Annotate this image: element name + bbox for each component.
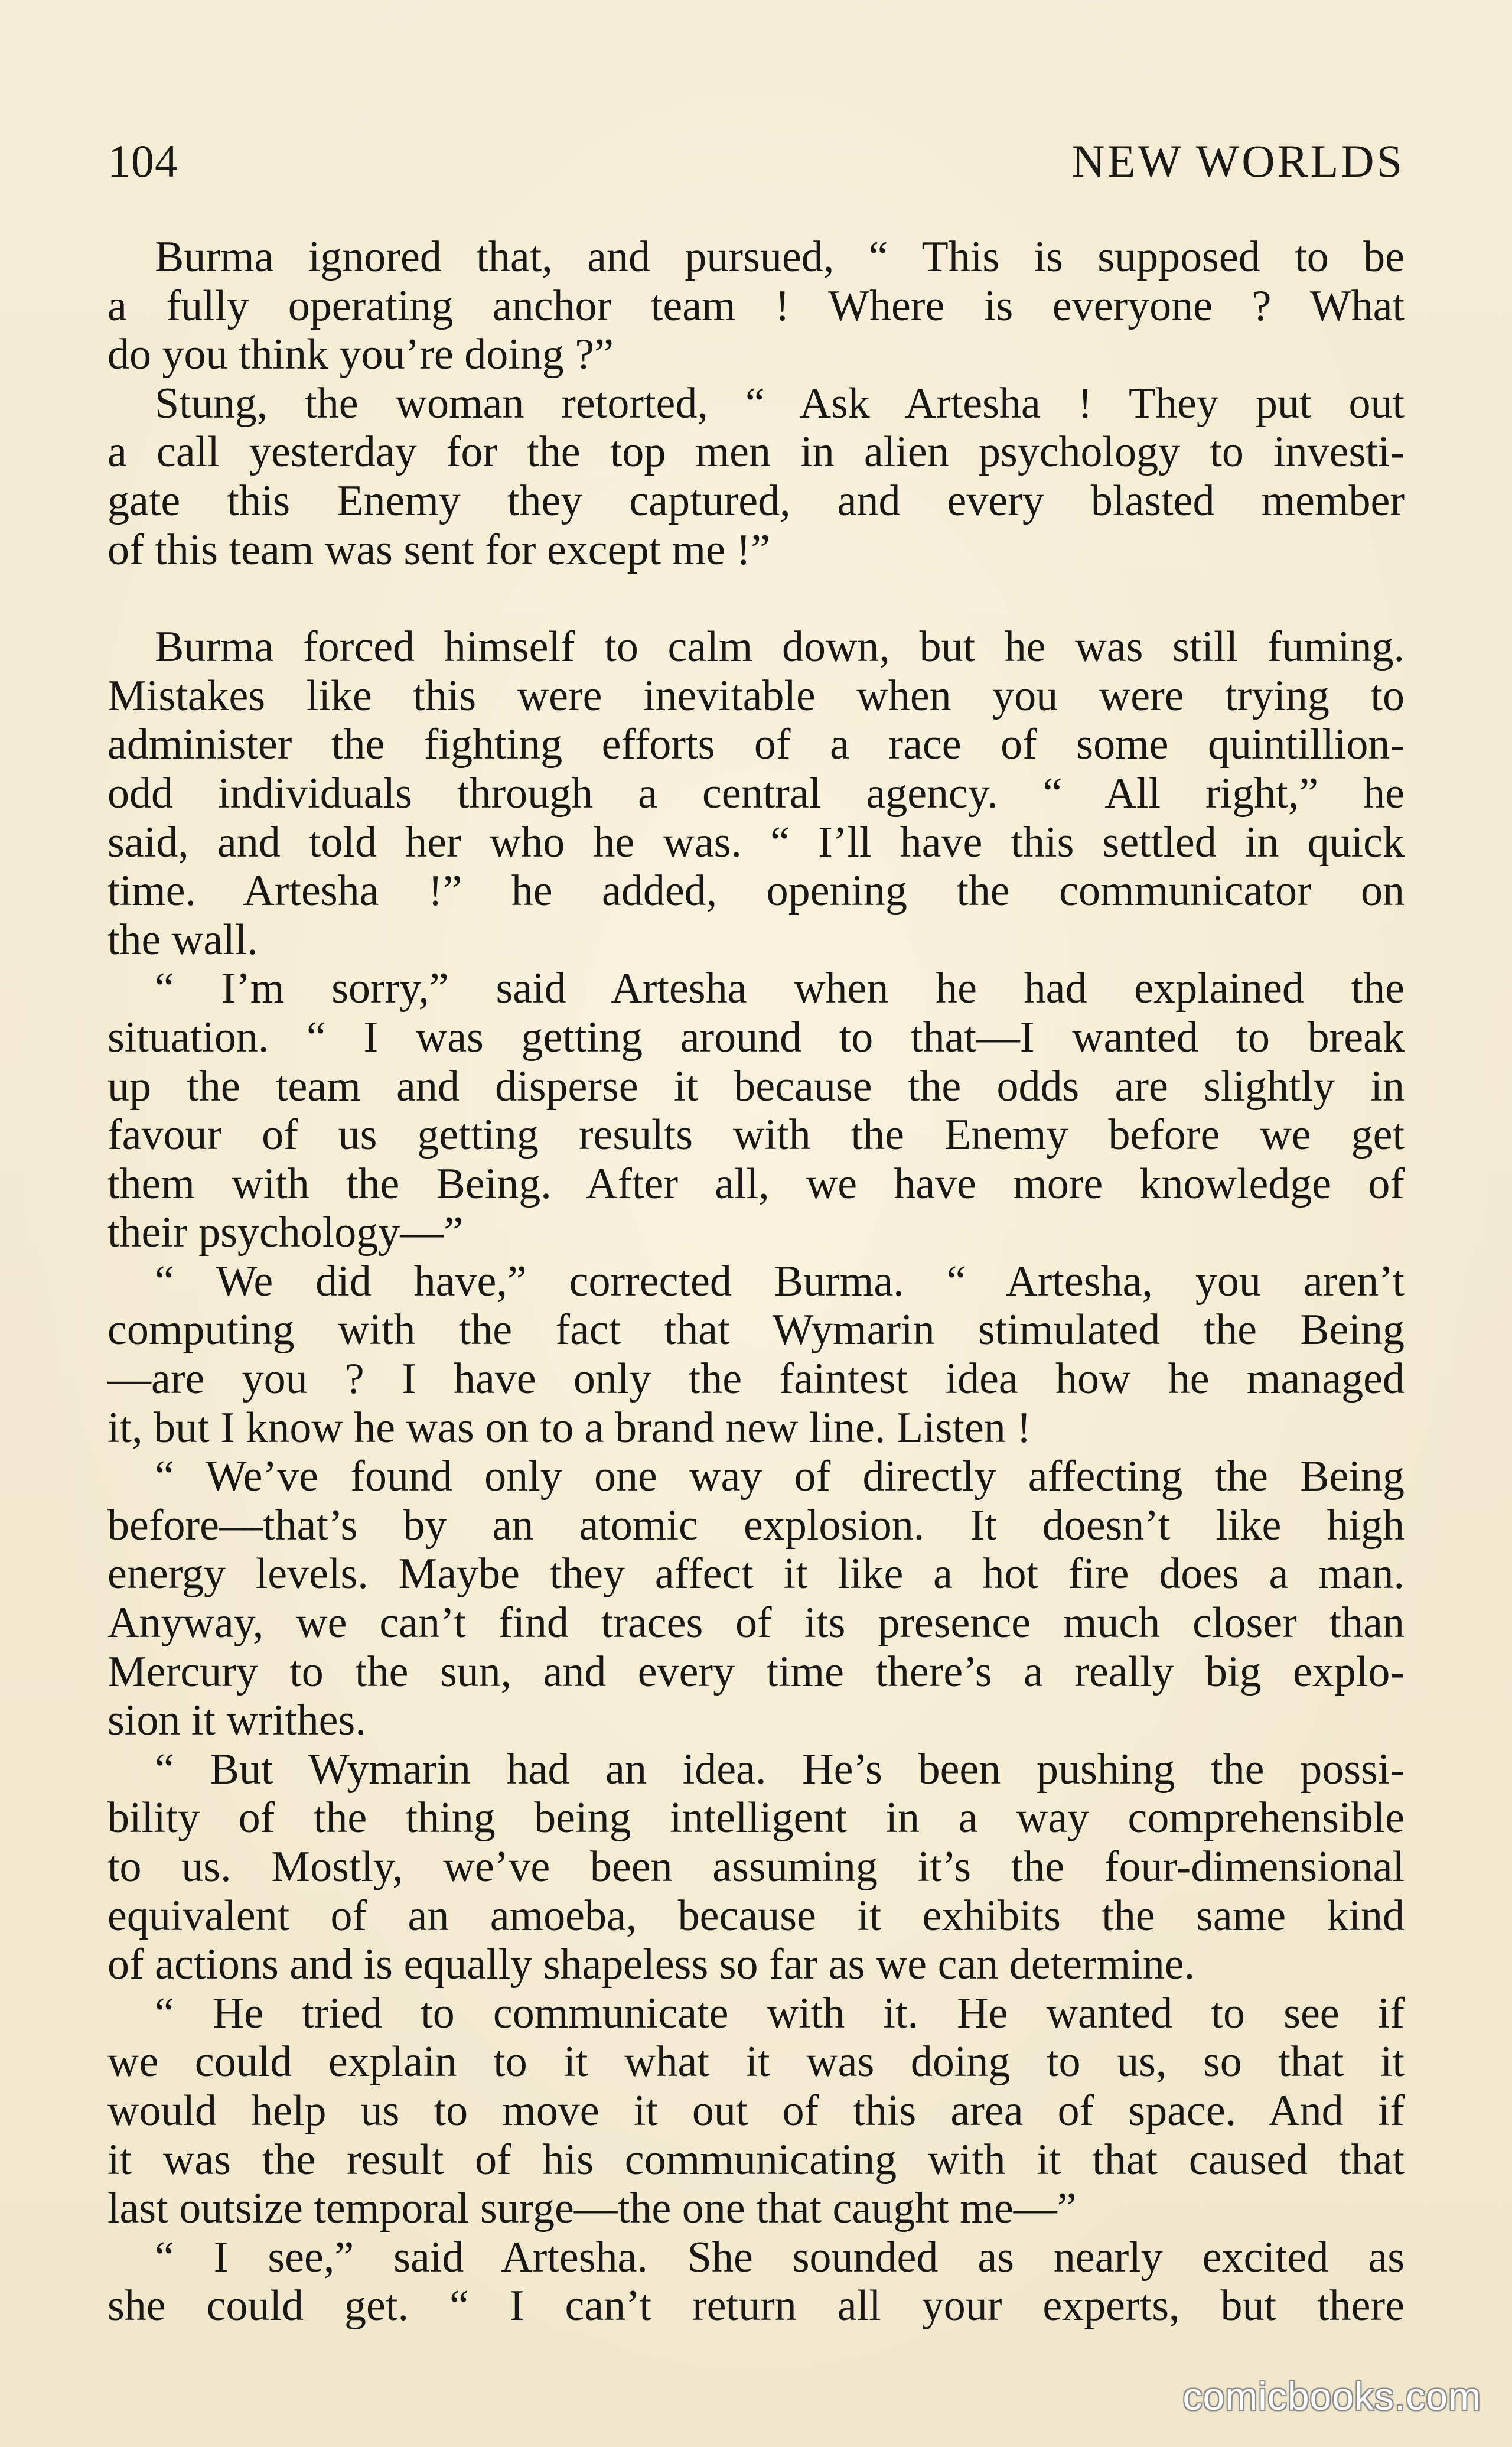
text-line: said, and told her who he was. “ I’ll have this settled in quick [107,818,1405,867]
text-line: do you think you’re doing ?” [107,330,614,379]
text-line: would help us to move it out of this area of space. And if [107,2086,1405,2135]
text-line: we could explain to it what it was doing to us, so that it [107,2038,1405,2087]
text-line: favour of us getting results with the Enemy before we get [107,1111,1405,1160]
text-line: “ But Wymarin had an idea. He’s been pushing the possi- [155,1745,1405,1794]
text-line: Burma ignored that, and pursued, “ This is supposed to be [155,233,1405,281]
text-line: “ I see,” said Artesha. She sounded as nearly excited as [155,2233,1405,2282]
text-line: them with the Being. After all, we have more knowledge of [107,1159,1405,1208]
text-line: Mistakes like this were inevitable when you were trying to [107,671,1405,720]
text-line: “ He tried to communicate with it. He wanted to see if [155,1989,1405,2038]
text-line: gate this Enemy they captured, and every blasted member [107,476,1405,525]
text-line: up the team and disperse it because the odds are slightly in [107,1062,1405,1111]
text-line: computing with the fact that Wymarin stimulated the Being [107,1306,1405,1355]
text-line: Stung, the woman retorted, “ Ask Artesha ! They put out [155,379,1405,428]
text-line: situation. “ I was getting around to that—I wanted to break [107,1013,1405,1062]
text-line: Burma forced himself to calm down, but he was still fuming. [155,623,1405,672]
body-text [107,233,1405,2331]
page-number: 104 [107,135,178,187]
text-line: a fully operating anchor team ! Where is everyone ? What [107,281,1405,330]
text-line: of actions and is equally shapeless so far as we can determine. [107,1940,1195,1989]
watermark: comicbooks.com [1182,2374,1481,2418]
text-line: she could get. “ I can’t return all your experts, but there [107,2282,1405,2331]
text-line: bility of the thing being intelligent in a way comprehensible [107,1794,1405,1843]
text-line: sion it writhes. [107,1696,366,1745]
running-head: NEW WORLDS [1071,135,1405,187]
text-line: it, but I know he was on to a brand new line. Listen ! [107,1403,1031,1452]
text-line: equivalent of an amoeba, because it exhibits the same kind [107,1891,1405,1940]
text-line: their psychology—” [107,1208,464,1257]
text-line: Mercury to the sun, and every time there’s a really big explo- [107,1647,1405,1696]
text-line: administer the fighting efforts of a race of some quintillion- [107,720,1405,769]
text-line: it was the result of his communicating with it that caused that [107,2135,1405,2184]
text-line: “ I’m sorry,” said Artesha when he had explained the [155,964,1405,1013]
text-line: Anyway, we can’t find traces of its presence much closer than [107,1599,1405,1648]
text-line: to us. Mostly, we’ve been assuming it’s the four-dimensional [107,1843,1405,1891]
text-line: “ We’ve found only one way of directly affecting the Being [155,1452,1405,1501]
text-line: last outsize temporal surge—the one that caught me—” [107,2184,1077,2233]
text-line: “ We did have,” corrected Burma. “ Artesha, you aren’t [155,1257,1405,1306]
text-line: odd individuals through a central agency. “ All right,” he [107,769,1405,818]
text-line: before—that’s by an atomic explosion. It doesn’t like high [107,1501,1405,1550]
text-line: of this team was sent for except me !” [107,525,770,574]
text-line: energy levels. Maybe they affect it like a hot fire does a man. [107,1550,1405,1599]
text-line: a call yesterday for the top men in alien psychology to investi- [107,428,1405,477]
page-header [107,129,1405,194]
text-line: —are you ? I have only the faintest idea how he managed [107,1355,1405,1404]
text-line: time. Artesha !” he added, opening the communicator on [107,867,1405,916]
text-line: the wall. [107,915,258,964]
